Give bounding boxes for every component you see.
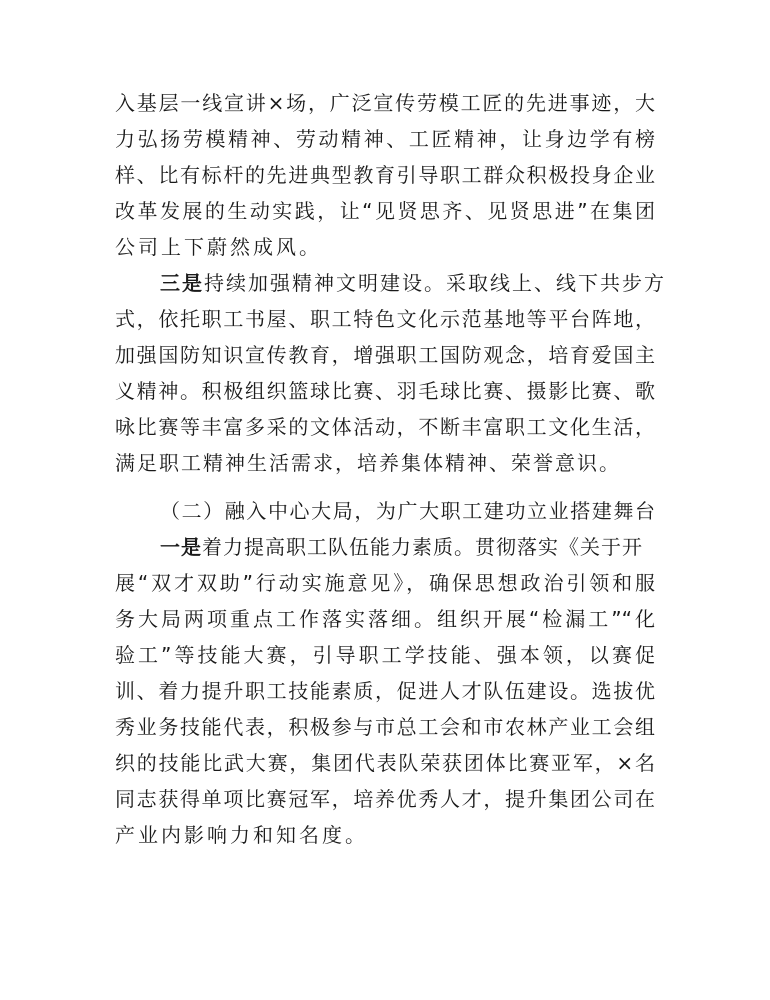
text-line: 样、比有标杆的先进典型教育引导职工群众积极投身企业	[115, 163, 655, 187]
text-line: 织的技能比武大赛，集团代表队荣获团体比赛亚军，×名	[115, 751, 655, 775]
text-line: 满足职工精神生活需求，培养集体精神、荣誉意识。	[115, 451, 621, 475]
text-line: 秀业务技能代表，积极参与市总工会和市农林产业工会组	[115, 715, 655, 739]
text-line: 改革发展的生动实践，让“见贤思齐、见贤思进”在集团	[115, 199, 655, 223]
text-line: 务大局两项重点工作落实落细。组织开展“检漏工”“化	[115, 607, 655, 631]
text-line: 公司上下蔚然成风。	[115, 235, 322, 259]
lead-term-one: 一是	[160, 535, 202, 559]
paragraph-three-first-line	[160, 265, 666, 301]
text-line: 式，依托职工书屋、职工特色文化示范基地等平台阵地，	[115, 307, 655, 331]
lead-term-three: 三是	[160, 271, 204, 295]
text-line: 同志获得单项比赛冠军，培养优秀人才，提升集团公司在	[115, 787, 655, 811]
text-line: 入基层一线宣讲×场，广泛宣传劳模工匠的先进事迹，大	[115, 91, 655, 115]
text-line: 验工”等技能大赛，引导职工学技能、强本领，以赛促	[115, 643, 655, 667]
section-heading: （二）融入中心大局，为广大职工建功立业搭建舞台	[160, 499, 655, 523]
text-line: 咏比赛等丰富多采的文体活动，不断丰富职工文化生活，	[115, 415, 655, 439]
paragraph-one-first-line	[160, 529, 655, 565]
text-line: 产业内影响力和知名度。	[115, 823, 368, 847]
text-line: 着力提高职工队伍能力素质。贯彻落实《关于开	[202, 535, 643, 559]
text-line: 义精神。积极组织篮球比赛、羽毛球比赛、摄影比赛、歌	[115, 379, 655, 403]
text-line: 展“双才双助”行动实施意见》，确保思想政治引领和服	[115, 571, 655, 595]
text-line: 加强国防知识宣传教育，增强职工国防观念，培育爱国主	[115, 343, 655, 367]
text-line: 持续加强精神文明建设。采取线上、线下共步方	[204, 271, 666, 295]
text-line: 力弘扬劳模精神、劳动精神、工匠精神，让身边学有榜	[115, 127, 655, 151]
text-line: 训、着力提升职工技能素质，促进人才队伍建设。选拔优	[115, 679, 655, 703]
